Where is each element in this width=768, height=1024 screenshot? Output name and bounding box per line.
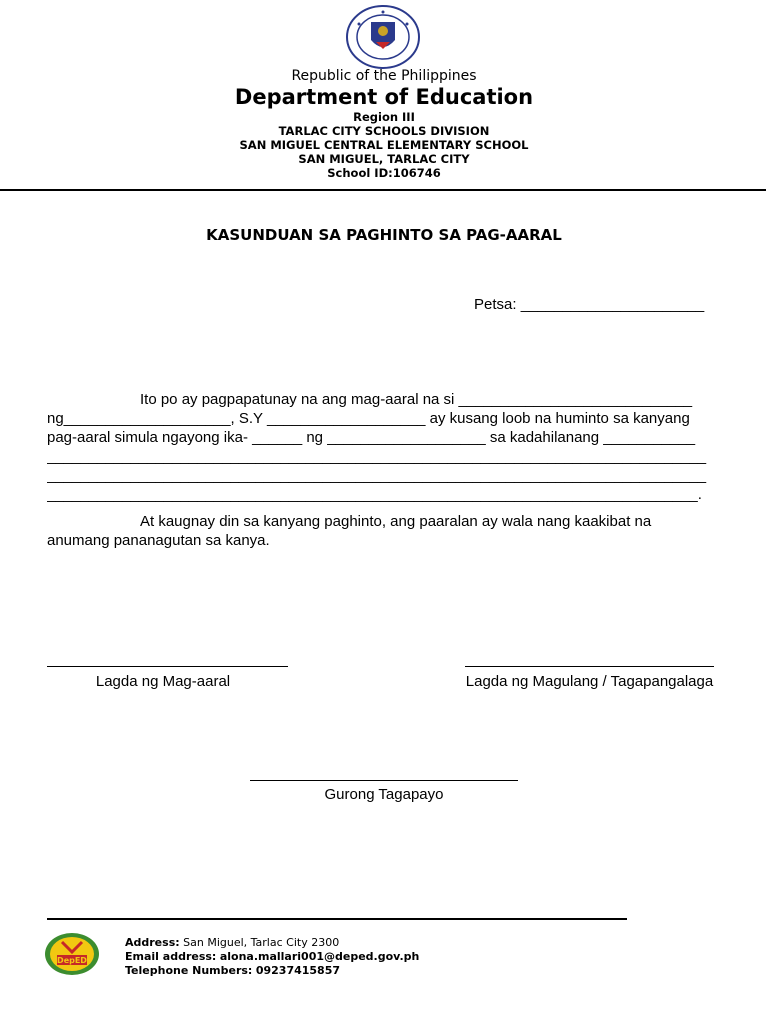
paragraph1-line2: ng____________________, S.Y ___________________ ay kusang loob na huminto sa kanyang: [47, 410, 690, 427]
school-name-line: SAN MIGUEL CENTRAL ELEMENTARY SCHOOL: [239, 138, 529, 152]
email-label: Email address:: [125, 950, 217, 963]
deped-seal: [345, 4, 421, 70]
paragraph2-line1: At kaugnay din sa kanyang paghinto, ang paaralan ay wala nang kaakibat na: [140, 513, 652, 530]
adviser-signature-label: Gurong Tagapayo: [324, 786, 444, 803]
paragraph1-line4: _______________________________________________________________________________: [47, 448, 707, 465]
footer-divider: [47, 918, 627, 920]
deped-logo-text: DepED: [57, 956, 87, 965]
address-label: Address:: [125, 936, 180, 949]
student-signature-label: Lagda ng Mag-aaral: [95, 673, 231, 690]
phone-value: 09237415857: [255, 964, 341, 977]
header-divider: [0, 189, 766, 191]
paragraph1-line1: Ito po ay pagpapatunay na ang mag-aaral na si ____________________________: [140, 391, 693, 408]
paragraph1-line5: _______________________________________________________________________________: [47, 467, 707, 484]
phone-label: Telephone Numbers:: [125, 964, 253, 977]
paragraph1-line3: pag-aaral simula ngayong ika- ______ ng ___________________ sa kadahilanang ___________: [47, 429, 696, 446]
phone-line: [125, 964, 340, 977]
paragraph1-line6: ______________________________________________________________________________.: [47, 486, 702, 503]
department-title: Department of Education: [234, 85, 534, 109]
parent-signature-line: [465, 666, 714, 667]
document-title: KASUNDUAN SA PAGHINTO SA PAG-AARAL: [206, 226, 562, 244]
address-line: [125, 936, 339, 949]
region-line: Region III: [353, 110, 415, 124]
division-line: TARLAC CITY SCHOOLS DIVISION: [278, 124, 490, 138]
student-signature-line: [47, 666, 288, 667]
parent-signature-label: Lagda ng Magulang / Tagapangalaga: [465, 673, 714, 690]
email-value: alona.mallari001@deped.gov.ph: [219, 950, 420, 963]
republic-line: Republic of the Philippines: [291, 68, 477, 84]
date-field: Petsa: ______________________: [474, 296, 705, 313]
paragraph2-line2: anumang pananagutan sa kanya.: [47, 532, 270, 549]
deped-logo: [44, 932, 100, 976]
school-id-line: School ID:106746: [327, 166, 441, 180]
email-line: [125, 950, 419, 963]
address-value: San Miguel, Tarlac City 2300: [183, 936, 340, 949]
school-location-line: SAN MIGUEL, TARLAC CITY: [298, 152, 470, 166]
adviser-signature-line: [250, 780, 518, 781]
